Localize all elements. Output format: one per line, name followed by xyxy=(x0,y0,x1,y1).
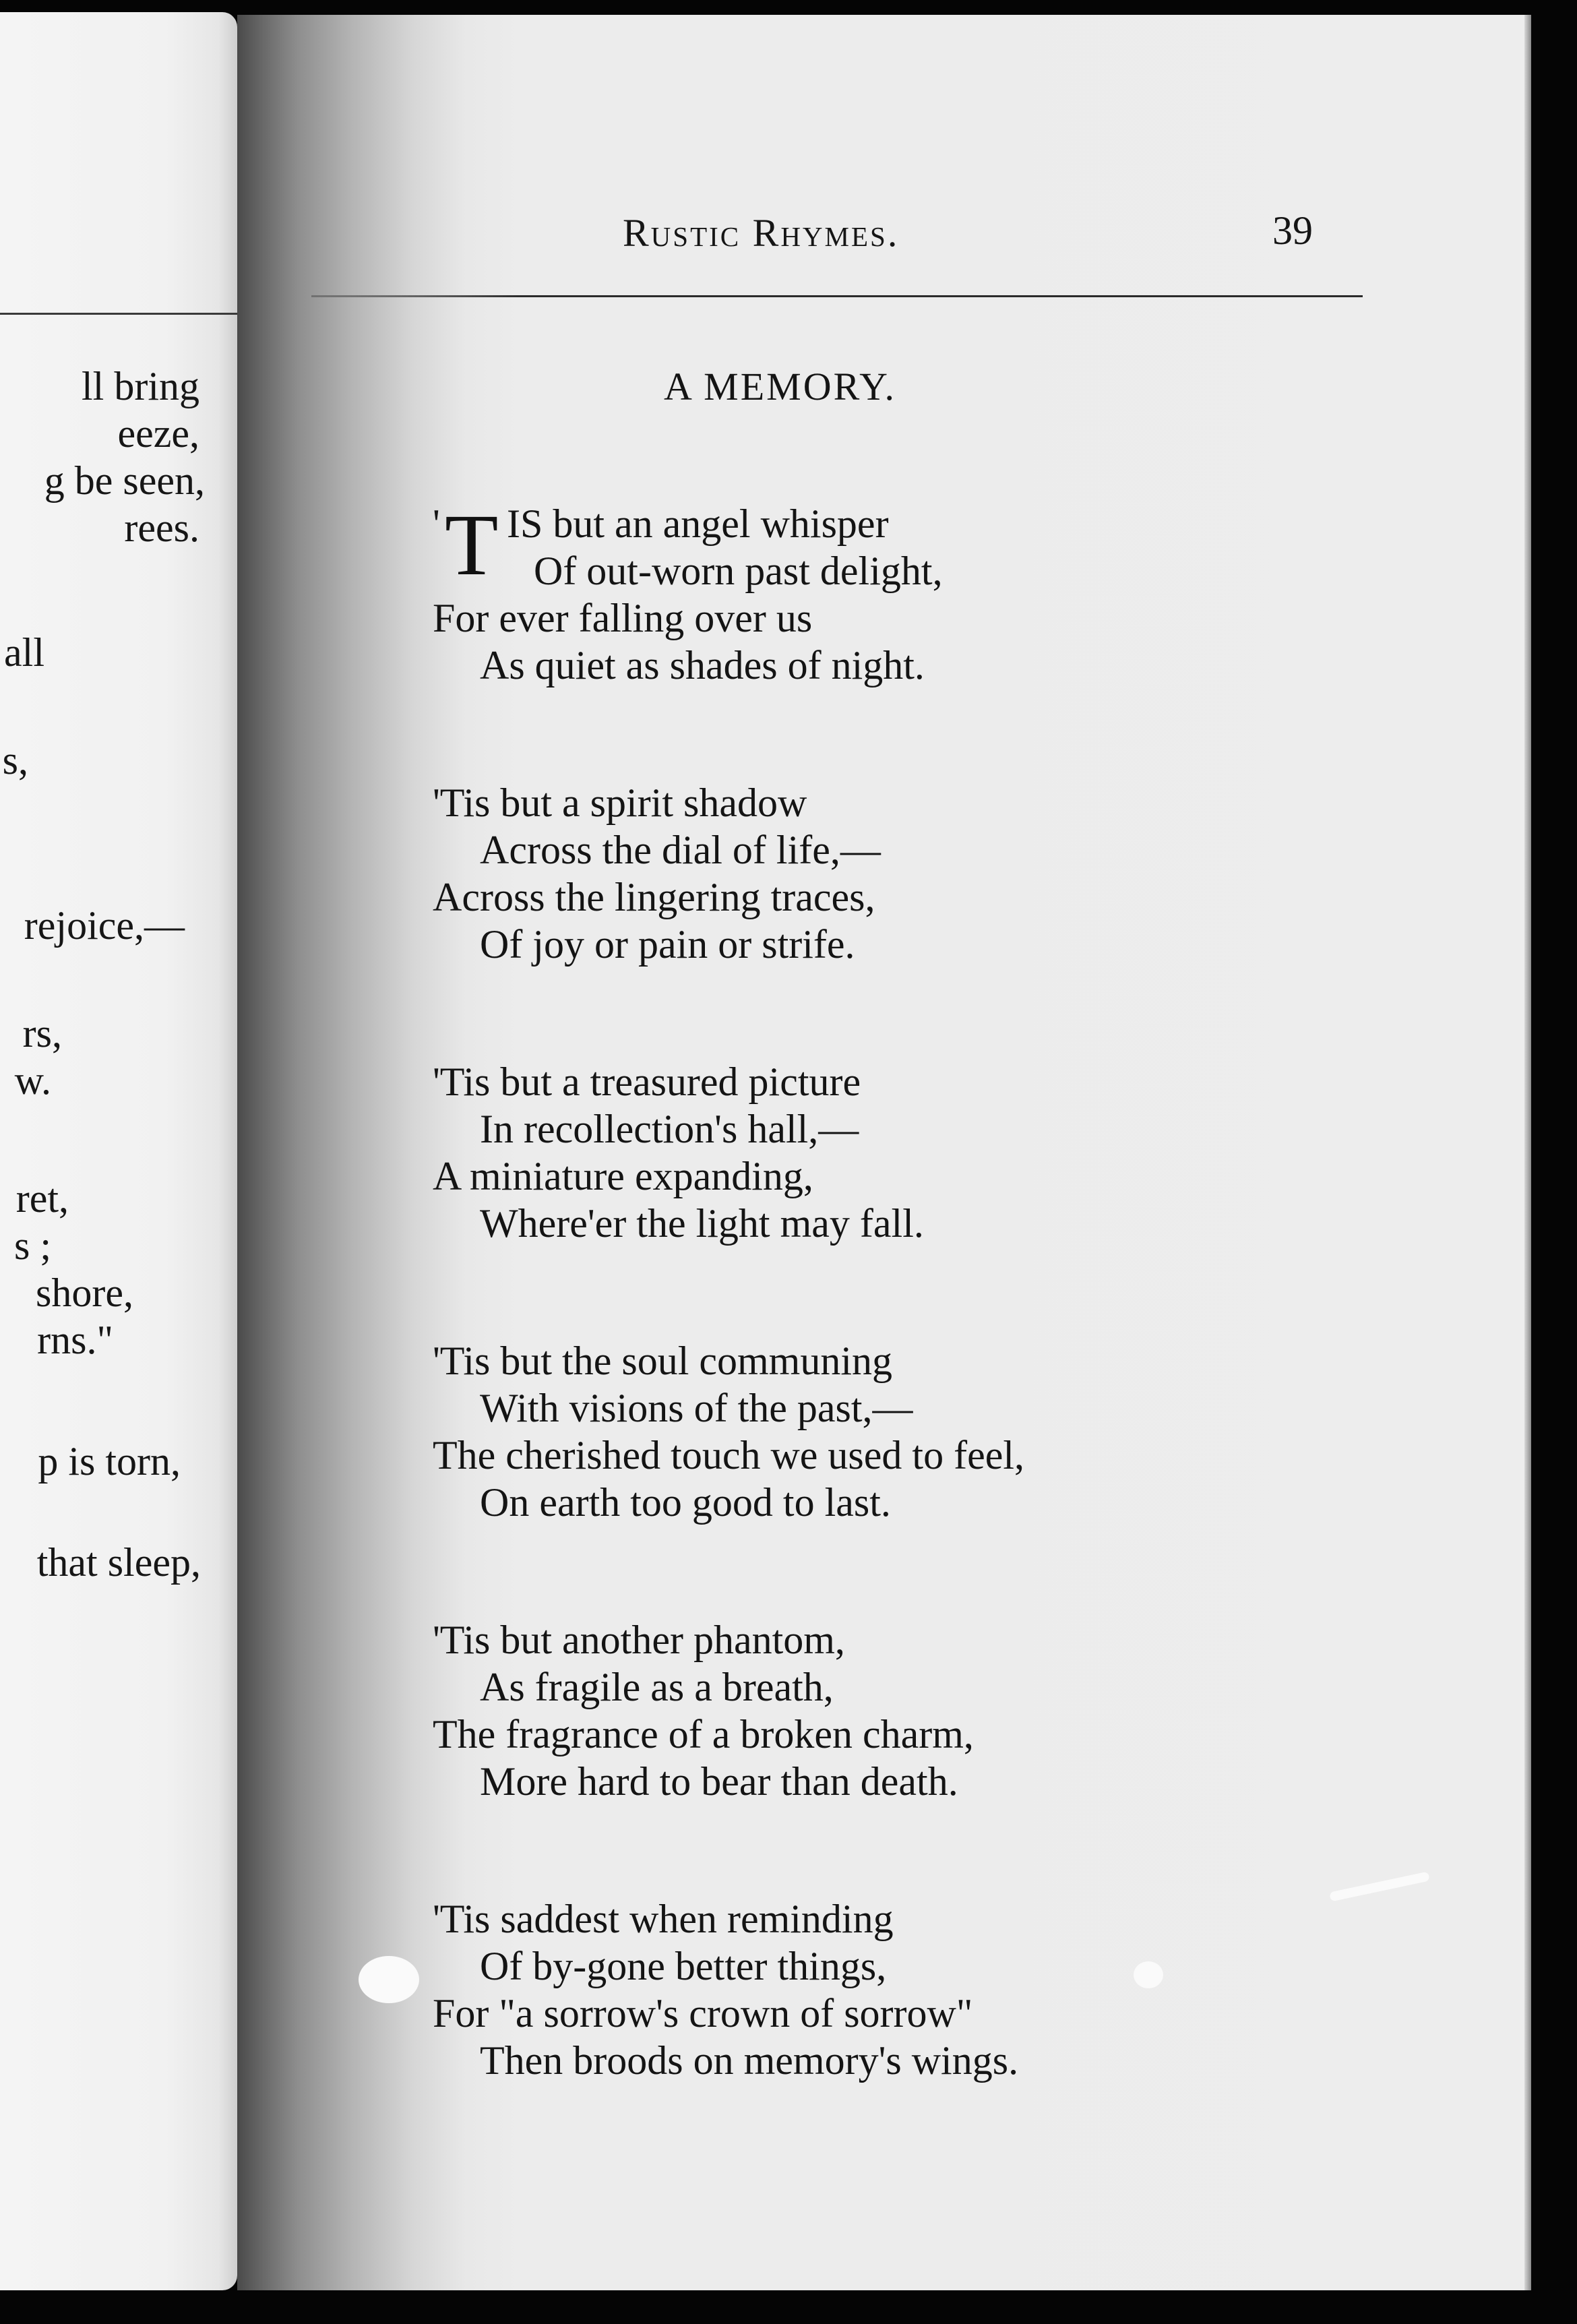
left-page-line: eeze, xyxy=(117,411,199,456)
left-page-line: all xyxy=(4,630,44,675)
left-page-line: s ; xyxy=(13,1223,51,1268)
stanza xyxy=(433,1337,1444,1526)
poem-body xyxy=(433,497,1444,2174)
left-page-line: rejoice,— xyxy=(24,903,185,948)
scan-speck xyxy=(1134,1961,1163,1988)
left-page-line: rs, xyxy=(22,1011,62,1056)
right-page xyxy=(237,15,1531,2290)
verse-line: Across the dial of life,— xyxy=(480,828,881,872)
page-edge-shadow xyxy=(1524,15,1531,2290)
verse-line: Of out-worn past delight, xyxy=(534,549,943,593)
verse-line: A miniature expanding, xyxy=(433,1154,813,1198)
stanza xyxy=(433,1895,1444,2084)
verse-line: Of by-gone better things, xyxy=(480,1944,887,1988)
verse-line-with-drop-cap: ' T IS but an angel whisper xyxy=(433,497,889,594)
verse-line: 'Tis but a spirit shadow xyxy=(433,781,807,825)
verse-line: IS but an angel whisper xyxy=(507,501,889,546)
verse-line: As fragile as a breath, xyxy=(480,1665,834,1709)
verse-line: Then broods on memory's wings. xyxy=(480,2038,1019,2083)
stanza xyxy=(433,1616,1444,1805)
stanza xyxy=(433,1058,1444,1247)
left-page-line: rees. xyxy=(124,506,199,550)
left-page-line: shore, xyxy=(36,1271,133,1315)
verse-line: The fragrance of a broken charm, xyxy=(433,1712,974,1756)
scan-speck xyxy=(359,1956,419,2003)
running-head: Rustic Rhymes. xyxy=(623,211,900,255)
stanza xyxy=(433,779,1444,968)
left-page-line: that sleep, xyxy=(36,1540,201,1585)
verse-line: The cherished touch we used to feel, xyxy=(433,1433,1024,1477)
poem-title: A MEMORY. xyxy=(664,365,897,408)
verse-line: 'Tis saddest when reminding xyxy=(433,1897,894,1941)
verse-line: Across the lingering traces, xyxy=(433,875,875,919)
page-number: 39 xyxy=(1272,208,1313,253)
left-facing-page xyxy=(0,12,237,2290)
verse-line: 'Tis but another phantom, xyxy=(433,1618,845,1662)
verse-line: For "a sorrow's crown of sorrow" xyxy=(433,1991,973,2036)
verse-line: Of joy or pain or strife. xyxy=(480,922,855,967)
verse-line: As quiet as shades of night. xyxy=(480,643,925,687)
verse-line: On earth too good to last. xyxy=(480,1480,891,1525)
left-page-line: p is torn, xyxy=(38,1439,181,1484)
left-page-line: g be seen, xyxy=(44,458,205,503)
left-page-line: w. xyxy=(14,1058,51,1103)
header-rule xyxy=(311,295,1363,297)
stanza xyxy=(433,497,1444,689)
left-page-text xyxy=(0,12,237,2290)
left-page-line: ret, xyxy=(16,1176,69,1221)
verse-line: With visions of the past,— xyxy=(480,1386,913,1430)
verse-line: In recollection's hall,— xyxy=(480,1107,859,1151)
left-page-line: ll bring xyxy=(82,364,199,408)
verse-line: More hard to bear than death. xyxy=(480,1759,958,1804)
left-page-line: s, xyxy=(2,738,28,783)
verse-line: 'Tis but a treasured picture xyxy=(433,1060,861,1104)
left-page-line: rns." xyxy=(37,1318,113,1362)
verse-line: Where'er the light may fall. xyxy=(480,1201,924,1246)
verse-line: For ever falling over us xyxy=(433,596,813,640)
verse-line: 'Tis but the soul communing xyxy=(433,1339,893,1383)
drop-cap: T xyxy=(445,497,499,594)
page-header xyxy=(237,15,1531,325)
